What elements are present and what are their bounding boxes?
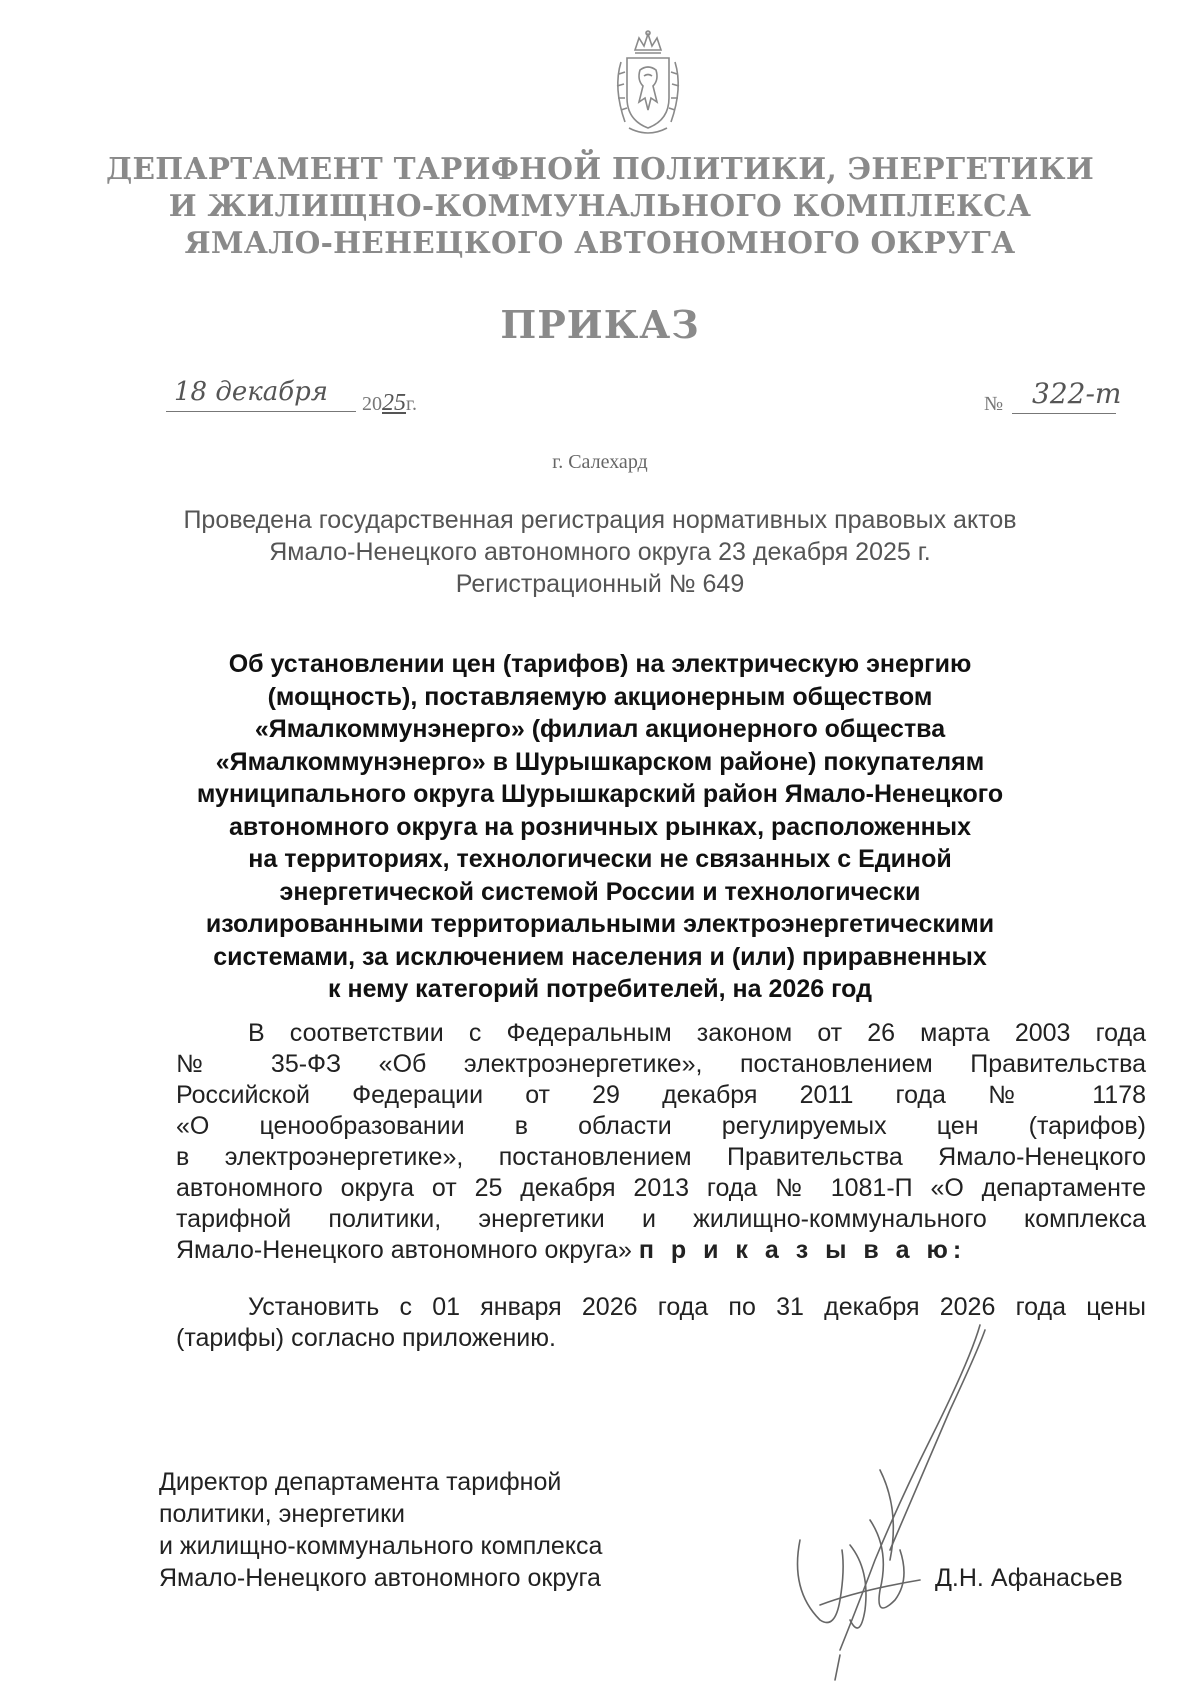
signatory-name: Д.Н. Афанасьев bbox=[935, 1564, 1123, 1592]
subject-line: «Ямалкоммунэнерго» (филиал акционерного общества bbox=[254, 715, 946, 743]
paragraph-line: тарифной политики, энергетики и жилищно-коммунального комплекса bbox=[176, 1205, 1146, 1233]
subject-line: на территориях, технологически не связанных с Единой bbox=[248, 845, 952, 873]
registration-line: Проведена государственная регистрация нормативных правовых актов bbox=[183, 506, 1017, 534]
paragraph-line: В соответствии с Федеральным законом от 26 марта 2003 года bbox=[248, 1019, 1146, 1047]
coat-of-arms-icon bbox=[607, 28, 689, 140]
number-label: № bbox=[984, 393, 1004, 415]
subject-line: изолированными территориальными электроэнергетическими bbox=[205, 910, 995, 938]
order-subject bbox=[0, 648, 1200, 1006]
handwritten-signature-icon bbox=[780, 1320, 1020, 1690]
subject-line: Об установлении цен (тарифов) на электрическую энергию bbox=[228, 650, 972, 678]
position-line: Директор департамента тарифной bbox=[159, 1468, 562, 1496]
handwritten-number: 322-т bbox=[1032, 377, 1122, 410]
subject-line: системами, за исключением населения и (или) приравненных bbox=[213, 942, 987, 971]
order-keyword: п р и к а з ы в а ю: bbox=[638, 1236, 967, 1264]
signatory-position bbox=[159, 1466, 602, 1594]
subject-line: к нему категорий потребителей, на 2026 год bbox=[328, 975, 872, 1003]
position-line: Ямало-Ненецкого автономного округа bbox=[159, 1564, 601, 1592]
order-number bbox=[984, 377, 1124, 417]
subject-line: (мощность), поставляемую акционерным обществом bbox=[267, 682, 933, 711]
department-line: ЯМАЛО-НЕНЕЦКОГО АВТОНОМНОГО ОКРУГА bbox=[184, 225, 1016, 260]
handwritten-date: 18 декабря bbox=[174, 377, 328, 407]
subject-line: муниципального округа Шурышкарский район Ямало-Ненецкого bbox=[196, 780, 1004, 808]
order-year: 2025г. bbox=[362, 390, 417, 416]
registration-line: Ямало-Ненецкого автономного округа 23 декабря 2025 г. bbox=[269, 538, 931, 566]
registration-note bbox=[0, 504, 1200, 600]
department-line: И ЖИЛИЩНО-КОММУНАЛЬНОГО КОМПЛЕКСА bbox=[168, 188, 1032, 223]
position-line: политики, энергетики bbox=[159, 1500, 405, 1528]
registration-line: Регистрационный № 649 bbox=[455, 570, 745, 598]
paragraph-line: в электроэнергетике», постановлением Правительства Ямало-Ненецкого bbox=[176, 1143, 1146, 1171]
department-line: ДЕПАРТАМЕНТ ТАРИФНОЙ ПОЛИТИКИ, ЭНЕРГЕТИКИ bbox=[105, 151, 1094, 186]
date-underline bbox=[166, 411, 356, 412]
paragraph-line: автономного округа от 25 декабря 2013 года № 1081-П «О департаменте bbox=[176, 1174, 1146, 1202]
order-date bbox=[166, 377, 446, 417]
paragraph-line: № 35-ФЗ «Об электроэнергетике», постановлением Правительства bbox=[176, 1050, 1146, 1078]
paragraph-line: Ямало-Ненецкого автономного округа» п р и к а з ы в а ю: bbox=[176, 1236, 967, 1264]
number-underline bbox=[1012, 413, 1116, 414]
document-type-title: ПРИКАЗ bbox=[500, 302, 700, 347]
paragraph-line: (тарифы) согласно приложению. bbox=[176, 1324, 556, 1352]
handwritten-year: 25 bbox=[382, 390, 406, 416]
city-name: г. Салехард bbox=[552, 451, 648, 473]
paragraph-line: Российской Федерации от 29 декабря 2011 года № 1178 bbox=[176, 1081, 1146, 1109]
department-name bbox=[0, 150, 1200, 261]
paragraph-line: Установить с 01 января 2026 года по 31 декабря 2026 года цены bbox=[248, 1293, 1146, 1321]
paragraph-line: «О ценообразовании в области регулируемых цен (тарифов) bbox=[176, 1112, 1146, 1140]
preamble-paragraph bbox=[176, 1018, 1146, 1266]
subject-line: автономного округа на розничных рынках, расположенных bbox=[228, 812, 972, 841]
subject-line: «Ямалкоммунэнерго» в Шурышкарском районе) покупателям bbox=[215, 747, 985, 776]
position-line: и жилищно-коммунального комплекса bbox=[159, 1532, 603, 1560]
subject-line: энергетической системой России и технологически bbox=[279, 877, 921, 906]
